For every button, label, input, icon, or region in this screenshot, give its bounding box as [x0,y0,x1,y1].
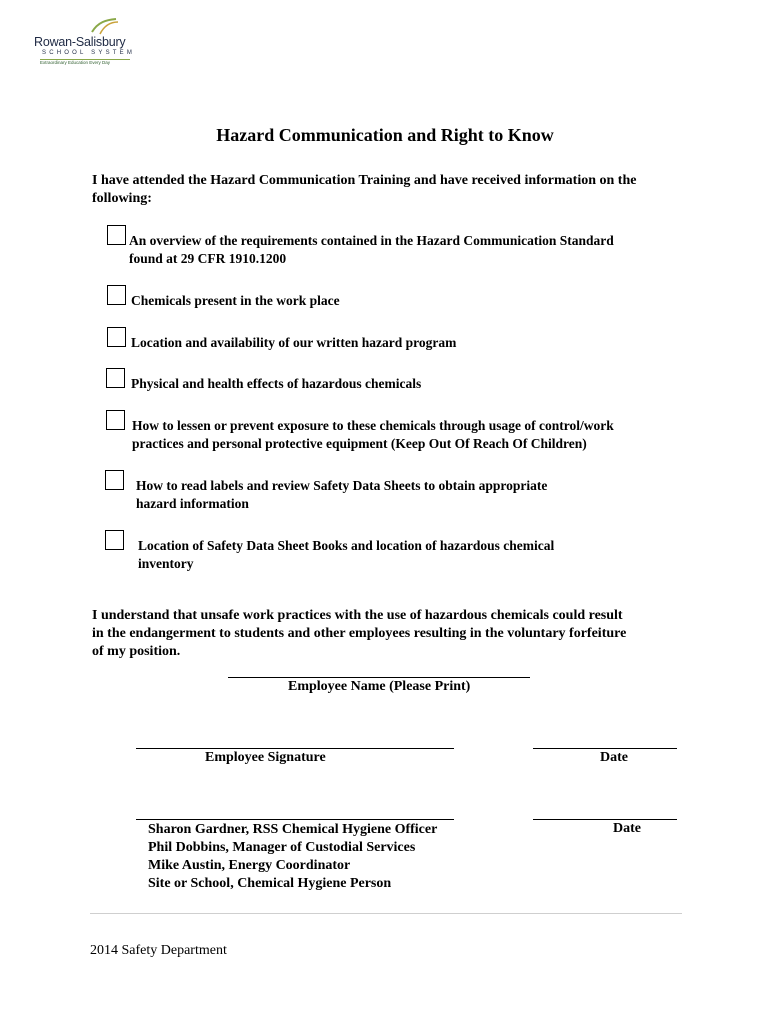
officials-signature-line[interactable] [136,819,454,820]
statement-line-1: I understand that unsafe work practices with the use of hazardous chemicals could result [92,608,623,623]
intro-line-1: I have attended the Hazard Communication Training and have received information on the [92,173,637,188]
checklist-item-7-line-1: Location of Safety Data Sheet Books and location of hazardous chemical [138,538,555,553]
official-4: Site or School, Chemical Hygiene Person [148,876,392,891]
intro-paragraph [92,172,636,208]
logo-name: Rowan-Salisbury [34,35,126,49]
checklist-item-6-line-1: How to read labels and review Safety Data Sheets to obtain appropriate [136,478,548,493]
swoosh-icon [90,18,120,36]
statement-line-3: of my position. [92,644,181,659]
checkbox-item-2[interactable] [107,285,126,305]
employee-signature-label: Employee Signature [205,750,326,765]
checklist-item-3: Location and availability of our written hazard program [131,335,457,350]
page-title: Hazard Communication and Right to Know [216,125,554,145]
employee-signature-line[interactable] [136,748,454,749]
checklist-item-2: Chemicals present in the work place [131,293,340,308]
logo-subtitle: SCHOOL SYSTEM [42,50,136,56]
intro-line-2: following: [92,191,152,206]
statement-paragraph [92,607,626,661]
checkbox-item-7[interactable] [105,530,124,550]
checklist-item-6-line-2: hazard information [136,496,249,511]
logo-tagline: Extraordinary Education Every Day [40,60,111,65]
official-1: Sharon Gardner, RSS Chemical Hygiene Officer [148,822,438,837]
checklist-item-6 [136,477,547,513]
officials-list [148,821,437,893]
official-2: Phil Dobbins, Manager of Custodial Services [148,840,416,855]
checkbox-item-4[interactable] [106,368,125,388]
checklist-item-7-line-2: inventory [138,556,194,571]
checkbox-item-6[interactable] [105,470,124,490]
footer-text: 2014 Safety Department [90,943,227,958]
checklist-item-5 [132,417,614,453]
school-logo [28,18,138,78]
checklist-item-7 [138,537,554,573]
checkbox-item-3[interactable] [107,327,126,347]
statement-line-2: in the endangerment to students and other employees resulting in the voluntary forfeiture [92,626,627,641]
checkbox-item-1[interactable] [107,225,126,245]
checklist-item-1 [129,232,614,268]
employee-name-line[interactable] [228,677,530,678]
checklist-item-1-line-2: found at 29 CFR 1910.1200 [129,251,287,266]
employee-date-label: Date [600,750,628,765]
officials-date-line[interactable] [533,819,677,820]
checklist-item-5-line-1: How to lessen or prevent exposure to these chemicals through usage of control/work [132,418,614,433]
footer-divider [90,913,682,914]
checklist-item-4: Physical and health effects of hazardous chemicals [131,376,422,391]
checklist-item-5-line-2: practices and personal protective equipment (Keep Out Of Reach Of Children) [132,436,587,451]
official-3: Mike Austin, Energy Coordinator [148,858,351,873]
employee-name-label: Employee Name (Please Print) [288,679,471,694]
checklist-item-1-line-1: An overview of the requirements contained in the Hazard Communication Standard [129,233,614,248]
employee-date-line[interactable] [533,748,677,749]
officials-date-label: Date [613,821,641,836]
checkbox-item-5[interactable] [106,410,125,430]
